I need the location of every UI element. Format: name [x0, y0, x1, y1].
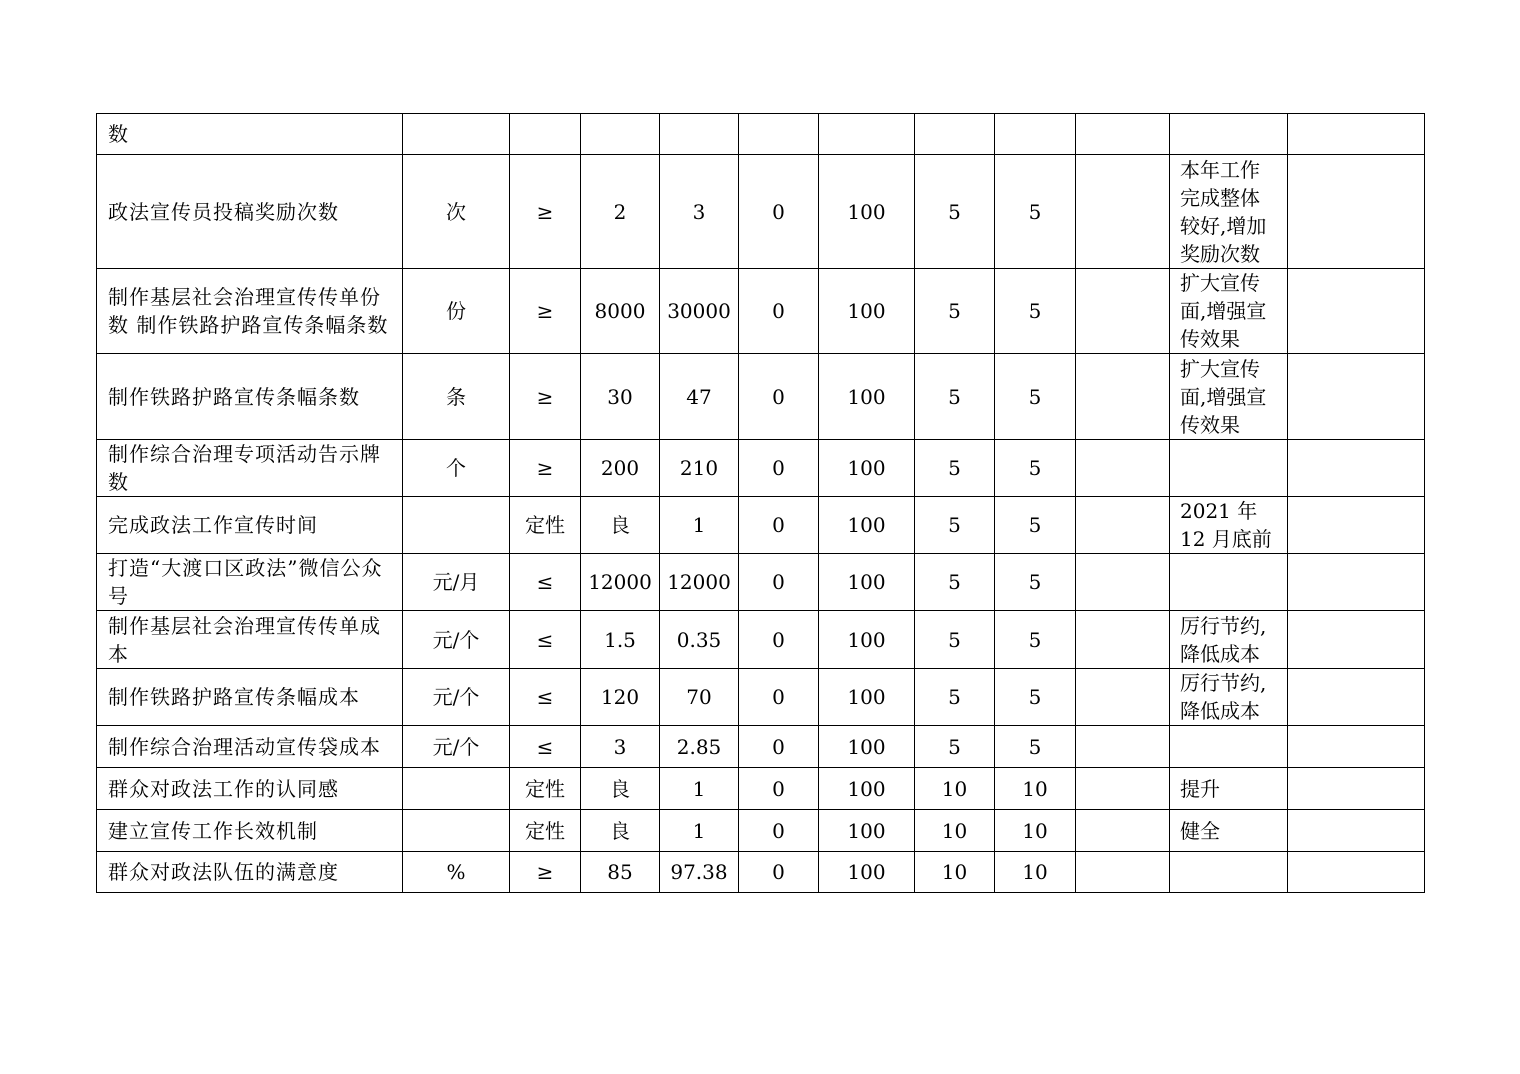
actual-value-cell: 0.35: [660, 611, 739, 669]
col-7-cell: [819, 114, 915, 155]
remark-cell: [1288, 611, 1425, 669]
target-value-cell: 3: [581, 726, 660, 768]
weight-cell: 5: [915, 354, 995, 440]
col-10-cell: [1076, 852, 1170, 893]
comparison-cell: ≥: [510, 852, 581, 893]
weight-cell: 5: [915, 554, 995, 611]
note-cell: 健全: [1170, 810, 1288, 852]
weight-cell: 10: [915, 852, 995, 893]
remark-cell: [1288, 155, 1425, 269]
comparison-cell: ≤: [510, 611, 581, 669]
score-cell: 10: [995, 810, 1076, 852]
target-value-cell: 8000: [581, 269, 660, 354]
col-10-cell: [1076, 114, 1170, 155]
weight-cell: 5: [915, 155, 995, 269]
indicator-name-cell: 制作基层社会治理宣传传单成本: [97, 611, 403, 669]
target-value-cell: 30: [581, 354, 660, 440]
indicator-name-cell: 制作铁路护路宣传条幅成本: [97, 669, 403, 726]
col-10-cell: [1076, 155, 1170, 269]
col-10-cell: [1076, 768, 1170, 810]
actual-value-cell: 1: [660, 810, 739, 852]
remark-cell: [1288, 810, 1425, 852]
col-7-cell: 100: [819, 269, 915, 354]
weight-cell: [915, 114, 995, 155]
unit-cell: [403, 114, 510, 155]
col-6-cell: 0: [739, 669, 819, 726]
unit-cell: 次: [403, 155, 510, 269]
col-7-cell: 100: [819, 726, 915, 768]
note-cell: 提升: [1170, 768, 1288, 810]
col-7-cell: 100: [819, 497, 915, 554]
col-10-cell: [1076, 810, 1170, 852]
actual-value-cell: 1: [660, 768, 739, 810]
table-row: [97, 726, 1425, 768]
score-cell: 5: [995, 440, 1076, 497]
unit-cell: 个: [403, 440, 510, 497]
indicator-name-cell: 完成政法工作宣传时间: [97, 497, 403, 554]
col-10-cell: [1076, 440, 1170, 497]
table-row: [97, 810, 1425, 852]
weight-cell: 10: [915, 810, 995, 852]
target-value-cell: 良: [581, 810, 660, 852]
table-row: [97, 354, 1425, 440]
comparison-cell: 定性: [510, 810, 581, 852]
unit-cell: 元/个: [403, 669, 510, 726]
actual-value-cell: 30000: [660, 269, 739, 354]
table-row: [97, 669, 1425, 726]
unit-cell: 元/个: [403, 611, 510, 669]
col-10-cell: [1076, 497, 1170, 554]
note-cell: [1170, 852, 1288, 893]
note-cell: [1170, 440, 1288, 497]
remark-cell: [1288, 852, 1425, 893]
col-10-cell: [1076, 269, 1170, 354]
remark-cell: [1288, 726, 1425, 768]
comparison-cell: ≥: [510, 354, 581, 440]
score-cell: 5: [995, 669, 1076, 726]
note-cell: 厉行节约,降低成本: [1170, 669, 1288, 726]
actual-value-cell: 97.38: [660, 852, 739, 893]
col-7-cell: 100: [819, 810, 915, 852]
target-value-cell: 1.5: [581, 611, 660, 669]
target-value-cell: 200: [581, 440, 660, 497]
unit-cell: 条: [403, 354, 510, 440]
actual-value-cell: [660, 114, 739, 155]
unit-cell: %: [403, 852, 510, 893]
indicator-name-cell: 制作综合治理专项活动告示牌数: [97, 440, 403, 497]
indicator-name-cell: 打造“大渡口区政法”微信公众号: [97, 554, 403, 611]
table-row: [97, 497, 1425, 554]
table-row: [97, 554, 1425, 611]
note-cell: [1170, 726, 1288, 768]
score-cell: 5: [995, 354, 1076, 440]
note-cell: 2021 年 12 月底前: [1170, 497, 1288, 554]
comparison-cell: [510, 114, 581, 155]
weight-cell: 5: [915, 497, 995, 554]
target-value-cell: 85: [581, 852, 660, 893]
col-6-cell: [739, 114, 819, 155]
col-10-cell: [1076, 726, 1170, 768]
col-6-cell: 0: [739, 354, 819, 440]
unit-cell: [403, 497, 510, 554]
target-value-cell: 2: [581, 155, 660, 269]
col-7-cell: 100: [819, 440, 915, 497]
unit-cell: 元/月: [403, 554, 510, 611]
unit-cell: 份: [403, 269, 510, 354]
actual-value-cell: 1: [660, 497, 739, 554]
unit-cell: 元/个: [403, 726, 510, 768]
unit-cell: [403, 768, 510, 810]
col-7-cell: 100: [819, 611, 915, 669]
weight-cell: 5: [915, 611, 995, 669]
col-6-cell: 0: [739, 726, 819, 768]
score-cell: 5: [995, 269, 1076, 354]
col-7-cell: 100: [819, 155, 915, 269]
comparison-cell: 定性: [510, 768, 581, 810]
weight-cell: 5: [915, 269, 995, 354]
score-cell: 10: [995, 768, 1076, 810]
comparison-cell: 定性: [510, 497, 581, 554]
col-6-cell: 0: [739, 768, 819, 810]
col-10-cell: [1076, 611, 1170, 669]
remark-cell: [1288, 554, 1425, 611]
table-row: [97, 852, 1425, 893]
indicator-name-cell: 政法宣传员投稿奖励次数: [97, 155, 403, 269]
table-row: [97, 768, 1425, 810]
table-row: [97, 269, 1425, 354]
table-row: [97, 611, 1425, 669]
indicator-name-cell: 群众对政法工作的认同感: [97, 768, 403, 810]
target-value-cell: 良: [581, 497, 660, 554]
remark-cell: [1288, 669, 1425, 726]
remark-cell: [1288, 768, 1425, 810]
remark-cell: [1288, 497, 1425, 554]
indicator-name-cell: 建立宣传工作长效机制: [97, 810, 403, 852]
target-value-cell: 良: [581, 768, 660, 810]
actual-value-cell: 47: [660, 354, 739, 440]
target-value-cell: 120: [581, 669, 660, 726]
remark-cell: [1288, 354, 1425, 440]
table-row: [97, 114, 1425, 155]
note-cell: [1170, 554, 1288, 611]
table-row: [97, 440, 1425, 497]
remark-cell: [1288, 269, 1425, 354]
weight-cell: 5: [915, 726, 995, 768]
score-cell: 10: [995, 852, 1076, 893]
col-10-cell: [1076, 669, 1170, 726]
actual-value-cell: 70: [660, 669, 739, 726]
note-cell: 本年工作完成整体较好,增加奖励次数: [1170, 155, 1288, 269]
col-6-cell: 0: [739, 269, 819, 354]
comparison-cell: ≥: [510, 269, 581, 354]
weight-cell: 5: [915, 669, 995, 726]
col-7-cell: 100: [819, 852, 915, 893]
col-6-cell: 0: [739, 497, 819, 554]
comparison-cell: ≤: [510, 726, 581, 768]
note-cell: [1170, 114, 1288, 155]
indicator-name-cell: 数: [97, 114, 403, 155]
weight-cell: 5: [915, 440, 995, 497]
comparison-cell: ≥: [510, 155, 581, 269]
weight-cell: 10: [915, 768, 995, 810]
actual-value-cell: 2.85: [660, 726, 739, 768]
col-7-cell: 100: [819, 669, 915, 726]
target-value-cell: [581, 114, 660, 155]
comparison-cell: ≤: [510, 554, 581, 611]
actual-value-cell: 210: [660, 440, 739, 497]
col-7-cell: 100: [819, 554, 915, 611]
col-10-cell: [1076, 354, 1170, 440]
actual-value-cell: 12000: [660, 554, 739, 611]
comparison-cell: ≤: [510, 669, 581, 726]
remark-cell: [1288, 114, 1425, 155]
col-6-cell: 0: [739, 810, 819, 852]
col-6-cell: 0: [739, 852, 819, 893]
unit-cell: [403, 810, 510, 852]
indicator-name-cell: 制作铁路护路宣传条幅条数: [97, 354, 403, 440]
score-cell: 5: [995, 497, 1076, 554]
target-value-cell: 12000: [581, 554, 660, 611]
col-7-cell: 100: [819, 768, 915, 810]
col-7-cell: 100: [819, 354, 915, 440]
note-cell: 厉行节约,降低成本: [1170, 611, 1288, 669]
indicator-name-cell: 制作基层社会治理宣传传单份数 制作铁路护路宣传条幅条数: [97, 269, 403, 354]
col-6-cell: 0: [739, 554, 819, 611]
score-cell: 5: [995, 554, 1076, 611]
table-row: [97, 155, 1425, 269]
col-6-cell: 0: [739, 155, 819, 269]
actual-value-cell: 3: [660, 155, 739, 269]
score-cell: 5: [995, 726, 1076, 768]
score-cell: [995, 114, 1076, 155]
note-cell: 扩大宣传面,增强宣传效果: [1170, 354, 1288, 440]
score-cell: 5: [995, 155, 1076, 269]
col-6-cell: 0: [739, 440, 819, 497]
note-cell: 扩大宣传面,增强宣传效果: [1170, 269, 1288, 354]
col-6-cell: 0: [739, 611, 819, 669]
indicator-name-cell: 群众对政法队伍的满意度: [97, 852, 403, 893]
performance-table: [96, 113, 1425, 893]
comparison-cell: ≥: [510, 440, 581, 497]
indicator-name-cell: 制作综合治理活动宣传袋成本: [97, 726, 403, 768]
score-cell: 5: [995, 611, 1076, 669]
col-10-cell: [1076, 554, 1170, 611]
remark-cell: [1288, 440, 1425, 497]
